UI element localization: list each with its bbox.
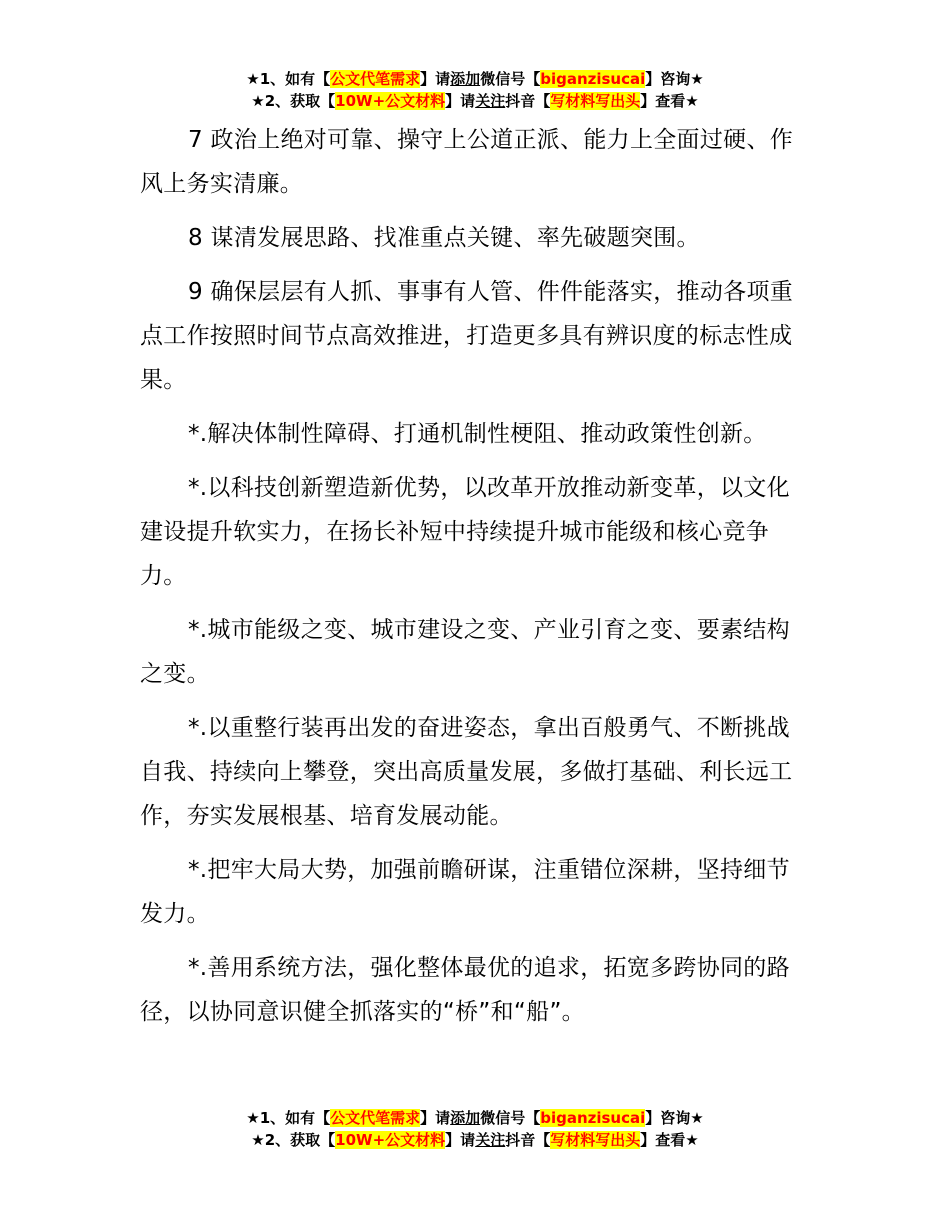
banner-text: 】请 xyxy=(445,1131,476,1149)
highlight-text: biganzisucai xyxy=(540,70,646,88)
highlight-text: biganzisucai xyxy=(540,1109,646,1127)
highlight-text: 写材料写出头 xyxy=(550,1131,641,1149)
banner-line-1 xyxy=(0,68,950,90)
highlight-text: 公文代笔需求 xyxy=(330,1109,421,1127)
banner-text: 2、获取【 xyxy=(264,92,336,110)
underlined-text: 关注 xyxy=(475,92,506,110)
underlined-text: 关注 xyxy=(475,1131,506,1149)
underlined-text: 添加 xyxy=(450,70,481,88)
paragraph-bullet: *.解决体制性障碍、打通机制性梗阻、推动政策性创新。 xyxy=(188,421,767,447)
banner-text: 微信号【 xyxy=(480,1109,541,1127)
paragraph-bullet: *.善用系统方法，强化整体最优的追求，拓宽多跨协同的路径，以协同意识健全抓落实的“桥”和“船”。 xyxy=(140,955,790,1025)
star-icon: ★ xyxy=(690,1109,704,1127)
paragraph-bullet: *.把牢大局大势，加强前瞻研谋，注重错位深耕，坚持细节发力。 xyxy=(140,857,790,927)
paragraph-bullet: *.城市能级之变、城市建设之变、产业引育之变、要素结构之变。 xyxy=(140,617,790,687)
highlight-text: 写材料写出头 xyxy=(550,92,641,110)
banner-line-2 xyxy=(0,90,950,112)
banner-text: 】请 xyxy=(420,70,451,88)
star-icon: ★ xyxy=(685,92,699,110)
star-icon: ★ xyxy=(251,92,265,110)
paragraph-7: 7 政治上绝对可靠、操守上公道正派、能力上全面过硬、作风上务实清廉。 xyxy=(140,127,794,197)
highlight-text: 公文代笔需求 xyxy=(330,70,421,88)
highlight-text: 10W+公文材料 xyxy=(335,92,446,110)
banner-text: 抖音【 xyxy=(505,92,551,110)
star-icon: ★ xyxy=(246,1109,260,1127)
banner-text: 】请 xyxy=(420,1109,451,1127)
paragraph-bullet: *.以科技创新塑造新优势，以改革开放推动新变革，以文化建设提升软实力，在扬长补短中持续提升城市能级和核心竞争力。 xyxy=(140,475,790,589)
banner-text: 1、如有【 xyxy=(259,70,331,88)
banner-text: 1、如有【 xyxy=(259,1109,331,1127)
star-icon: ★ xyxy=(690,70,704,88)
star-icon: ★ xyxy=(246,70,260,88)
footer-banner xyxy=(0,1107,950,1151)
banner-line-2 xyxy=(0,1129,950,1151)
banner-text: 】咨询 xyxy=(645,70,691,88)
banner-line-1 xyxy=(0,1107,950,1129)
highlight-text: 10W+公文材料 xyxy=(335,1131,446,1149)
banner-text: 】请 xyxy=(445,92,476,110)
star-icon: ★ xyxy=(251,1131,265,1149)
banner-text: 2、获取【 xyxy=(264,1131,336,1149)
banner-text: 微信号【 xyxy=(480,70,541,88)
star-icon: ★ xyxy=(685,1131,699,1149)
header-banner xyxy=(0,68,950,112)
banner-text: 】查看 xyxy=(640,1131,686,1149)
paragraph-9: 9 确保层层有人抓、事事有人管、件件能落实，推动各项重点工作按照时间节点高效推进，打造更多具有辨识度的标志性成果。 xyxy=(140,279,794,393)
paragraph-8: 8 谋清发展思路、找准重点关键、率先破题突围。 xyxy=(188,225,700,251)
underlined-text: 添加 xyxy=(450,1109,481,1127)
banner-text: 】咨询 xyxy=(645,1109,691,1127)
document-body xyxy=(140,118,812,1044)
paragraph-bullet: *.以重整行装再出发的奋进姿态，拿出百般勇气、不断挑战自我、持续向上攀登，突出高质量发展，多做打基础、利长远工作，夯实发展根基、培育发展动能。 xyxy=(140,715,793,829)
banner-text: 抖音【 xyxy=(505,1131,551,1149)
banner-text: 】查看 xyxy=(640,92,686,110)
